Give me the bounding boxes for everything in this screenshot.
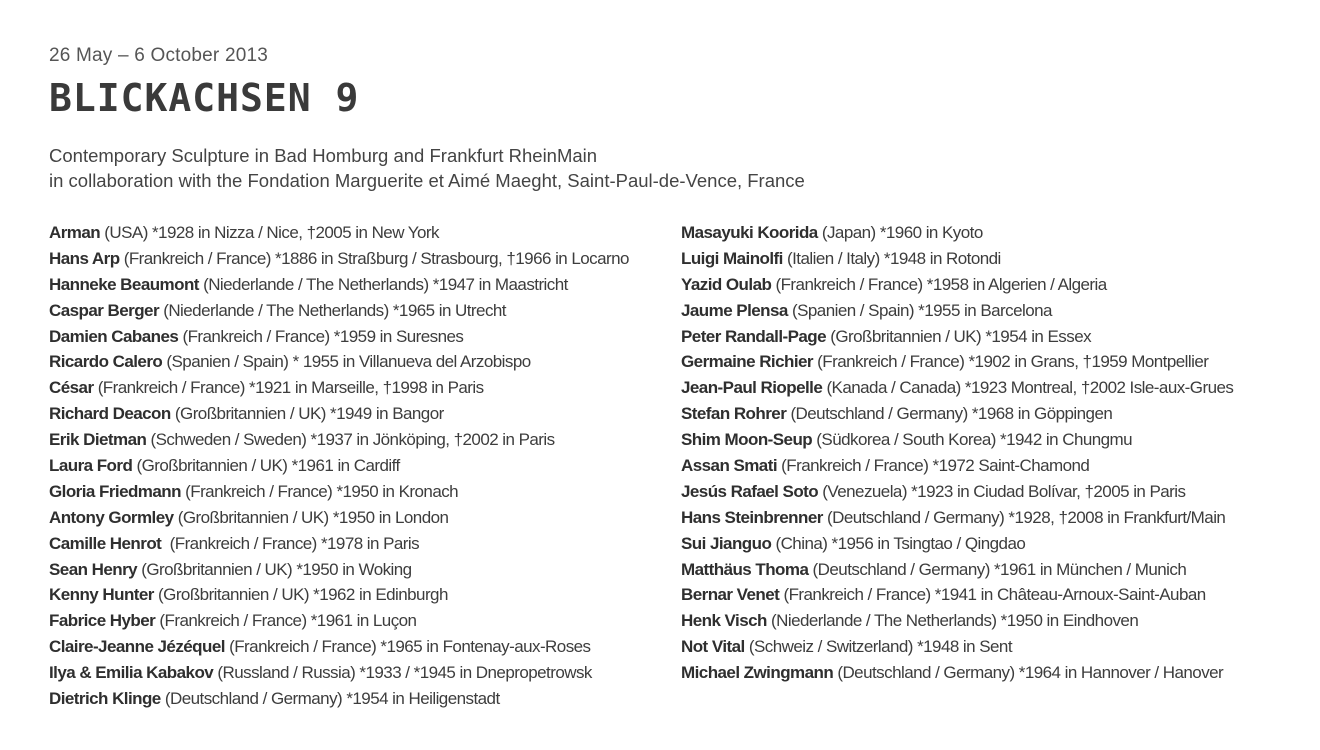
artist-details: (Schweiz / Switzerland) *1948 in Sent (744, 637, 1012, 657)
artist-name: Hans Arp (49, 248, 120, 268)
list-item (681, 582, 1233, 608)
list-item (681, 660, 1233, 686)
list-item (681, 479, 1233, 505)
artist-details: (Deutschland / Germany) *1964 in Hannover / Hanover (833, 663, 1224, 683)
artist-details: (Frankreich / France) *1965 in Fontenay-aux-Roses (224, 637, 591, 657)
artist-details: (Frankreich / France) *1978 in Paris (161, 533, 420, 553)
artist-name: Germaine Richier (681, 352, 813, 372)
artist-details: (Russland / Russia) *1933 / *1945 in Dnepropetrowsk (213, 663, 592, 683)
artist-details: (Großbritannien / UK) *1949 in Bangor (170, 404, 444, 424)
artist-name: Ilya & Emilia Kabakov (49, 663, 214, 683)
artist-details: (Italien / Italy) *1948 in Rotondi (782, 248, 1001, 268)
artist-name: Henk Visch (681, 611, 767, 631)
list-item (49, 349, 629, 375)
artist-name: Laura Ford (49, 456, 133, 476)
artist-details: (Frankreich / France) *1941 in Château-Arnoux-Saint-Auban (779, 585, 1206, 605)
list-item (49, 634, 629, 660)
artist-name: Michael Zwingmann (681, 663, 834, 683)
artist-name: Sean Henry (49, 559, 138, 579)
artist-details: (Frankreich / France) *1921 in Marseille, †1998 in Paris (93, 378, 484, 398)
artist-name: Fabrice Hyber (49, 611, 156, 631)
list-item (49, 479, 629, 505)
artist-name: Dietrich Klinge (49, 689, 161, 709)
artist-details: (Großbritannien / UK) *1962 in Edinburgh (153, 585, 448, 605)
artist-details: (Japan) *1960 in Kyoto (817, 223, 983, 242)
subtitle-line-1: Contemporary Sculpture in Bad Homburg and Frankfurt RheinMain (49, 145, 598, 166)
artist-details: (Deutschland / Germany) *1928, †2008 in Frankfurt/Main (822, 507, 1226, 527)
artist-name: Antony Gormley (49, 507, 174, 527)
artist-details: (Niederlande / The Netherlands) *1947 in Maastricht (198, 274, 568, 294)
list-item (681, 272, 1233, 298)
artist-details: (Großbritannien / UK) *1950 in London (173, 507, 449, 527)
list-item (49, 557, 629, 583)
artist-details: (Frankreich / France) *1886 in Straßburg / Strasbourg, †1966 in Locarno (119, 248, 629, 268)
artist-name: Shim Moon-Seup (681, 430, 813, 450)
exhibition-dates: 26 May – 6 October 2013 (49, 45, 269, 66)
artist-details: (Venezuela) *1923 in Ciudad Bolívar, †2005 in Paris (818, 481, 1186, 501)
artist-details: (Niederlande / The Netherlands) *1965 in Utrecht (159, 300, 506, 320)
artist-name: Claire-Jeanne Jézéquel (49, 637, 225, 657)
subtitle-line-2: in collaboration with the Fondation Marguerite et Aimé Maeght, Saint-Paul-de-Vence, France (49, 170, 805, 191)
artist-name: Not Vital (681, 637, 745, 657)
artist-name: Gloria Friedmann (49, 481, 181, 501)
artist-list-left (49, 220, 629, 712)
artist-name: Richard Deacon (49, 404, 171, 424)
list-item (49, 427, 629, 453)
list-item (49, 531, 629, 557)
list-item (681, 453, 1233, 479)
artist-details: (Südkorea / South Korea) *1942 in Chungmu (812, 430, 1133, 450)
list-item (49, 324, 629, 350)
artist-name: Luigi Mainolfi (681, 248, 783, 268)
list-item (49, 608, 629, 634)
list-item (681, 324, 1233, 350)
artist-name: Sui Jianguo (681, 533, 772, 553)
artist-name: Yazid Oulab (681, 274, 772, 294)
artist-details: (Frankreich / France) *1972 Saint-Chamond (777, 456, 1090, 476)
artist-details: (China) *1956 in Tsingtao / Qingdao (771, 533, 1026, 553)
artist-name: Arman (49, 223, 101, 242)
list-item (49, 401, 629, 427)
list-item (681, 634, 1233, 660)
artist-name: Jesús Rafael Soto (681, 481, 819, 501)
list-item (49, 660, 629, 686)
artist-name: Stefan Rohrer (681, 404, 787, 424)
list-item (681, 557, 1233, 583)
list-item (49, 453, 629, 479)
artist-details: (Frankreich / France) *1961 in Luçon (155, 611, 417, 631)
list-item (681, 608, 1233, 634)
artist-name: Ricardo Calero (49, 352, 163, 372)
page-title: BLICKACHSEN 9 (49, 76, 360, 120)
artist-name: Camille Henrot (49, 533, 162, 553)
artist-name: Matthäus Thoma (681, 559, 809, 579)
artist-details: (Spanien / Spain) *1955 in Barcelona (787, 300, 1052, 320)
artist-details: (Niederlande / The Netherlands) *1950 in Eindhoven (766, 611, 1139, 631)
list-item (681, 246, 1233, 272)
artist-name: Damien Cabanes (49, 326, 179, 346)
artist-details: (Spanien / Spain) * 1955 in Villanueva del Arzobispo (162, 352, 531, 372)
artist-details: (Großbritannien / UK) *1954 in Essex (826, 326, 1092, 346)
list-item (49, 246, 629, 272)
artist-name: Masayuki Koorida (681, 223, 818, 242)
list-item (681, 375, 1233, 401)
artist-details: (Deutschland / Germany) *1968 in Göppingen (786, 404, 1113, 424)
artist-details: (Frankreich / France) *1902 in Grans, †1959 Montpellier (812, 352, 1209, 372)
artist-name: Jean-Paul Riopelle (681, 378, 823, 398)
list-item (681, 401, 1233, 427)
artist-details: (Großbritannien / UK) *1950 in Woking (137, 559, 412, 579)
artist-details: (Frankreich / France) *1950 in Kronach (180, 481, 459, 501)
list-item (49, 505, 629, 531)
artist-name: Erik Dietman (49, 430, 147, 450)
list-item (49, 298, 629, 324)
artist-details: (Kanada / Canada) *1923 Montreal, †2002 Isle-aux-Grues (822, 378, 1234, 398)
list-item (49, 582, 629, 608)
artist-name: Peter Randall-Page (681, 326, 827, 346)
list-item (681, 505, 1233, 531)
list-item (681, 220, 1233, 246)
artist-details: (Deutschland / Germany) *1954 in Heiligenstadt (160, 689, 500, 709)
artist-details: (Frankreich / France) *1959 in Suresnes (178, 326, 464, 346)
list-item (49, 375, 629, 401)
artist-details: (Schweden / Sweden) *1937 in Jönköping, †2002 in Paris (146, 430, 555, 450)
artist-name: Jaume Plensa (681, 300, 788, 320)
artist-name: Kenny Hunter (49, 585, 154, 605)
artist-name: Hans Steinbrenner (681, 507, 823, 527)
artist-details: (Deutschland / Germany) *1961 in München / Munich (808, 559, 1187, 579)
list-item (681, 349, 1233, 375)
list-item (681, 427, 1233, 453)
artist-name: Bernar Venet (681, 585, 780, 605)
list-item (681, 531, 1233, 557)
artist-details: (Frankreich / France) *1958 in Algerien / Algeria (771, 274, 1107, 294)
artist-name: César (49, 378, 94, 398)
list-item (681, 298, 1233, 324)
list-item (49, 686, 629, 712)
artist-name: Hanneke Beaumont (49, 274, 199, 294)
artist-details: (Großbritannien / UK) *1961 in Cardiff (132, 456, 400, 476)
list-item (49, 220, 629, 246)
artist-name: Caspar Berger (49, 300, 160, 320)
artist-details: (USA) *1928 in Nizza / Nice, †2005 in New York (100, 223, 439, 242)
list-item (49, 272, 629, 298)
artist-list-right (681, 220, 1233, 686)
artist-name: Assan Smati (681, 456, 777, 476)
